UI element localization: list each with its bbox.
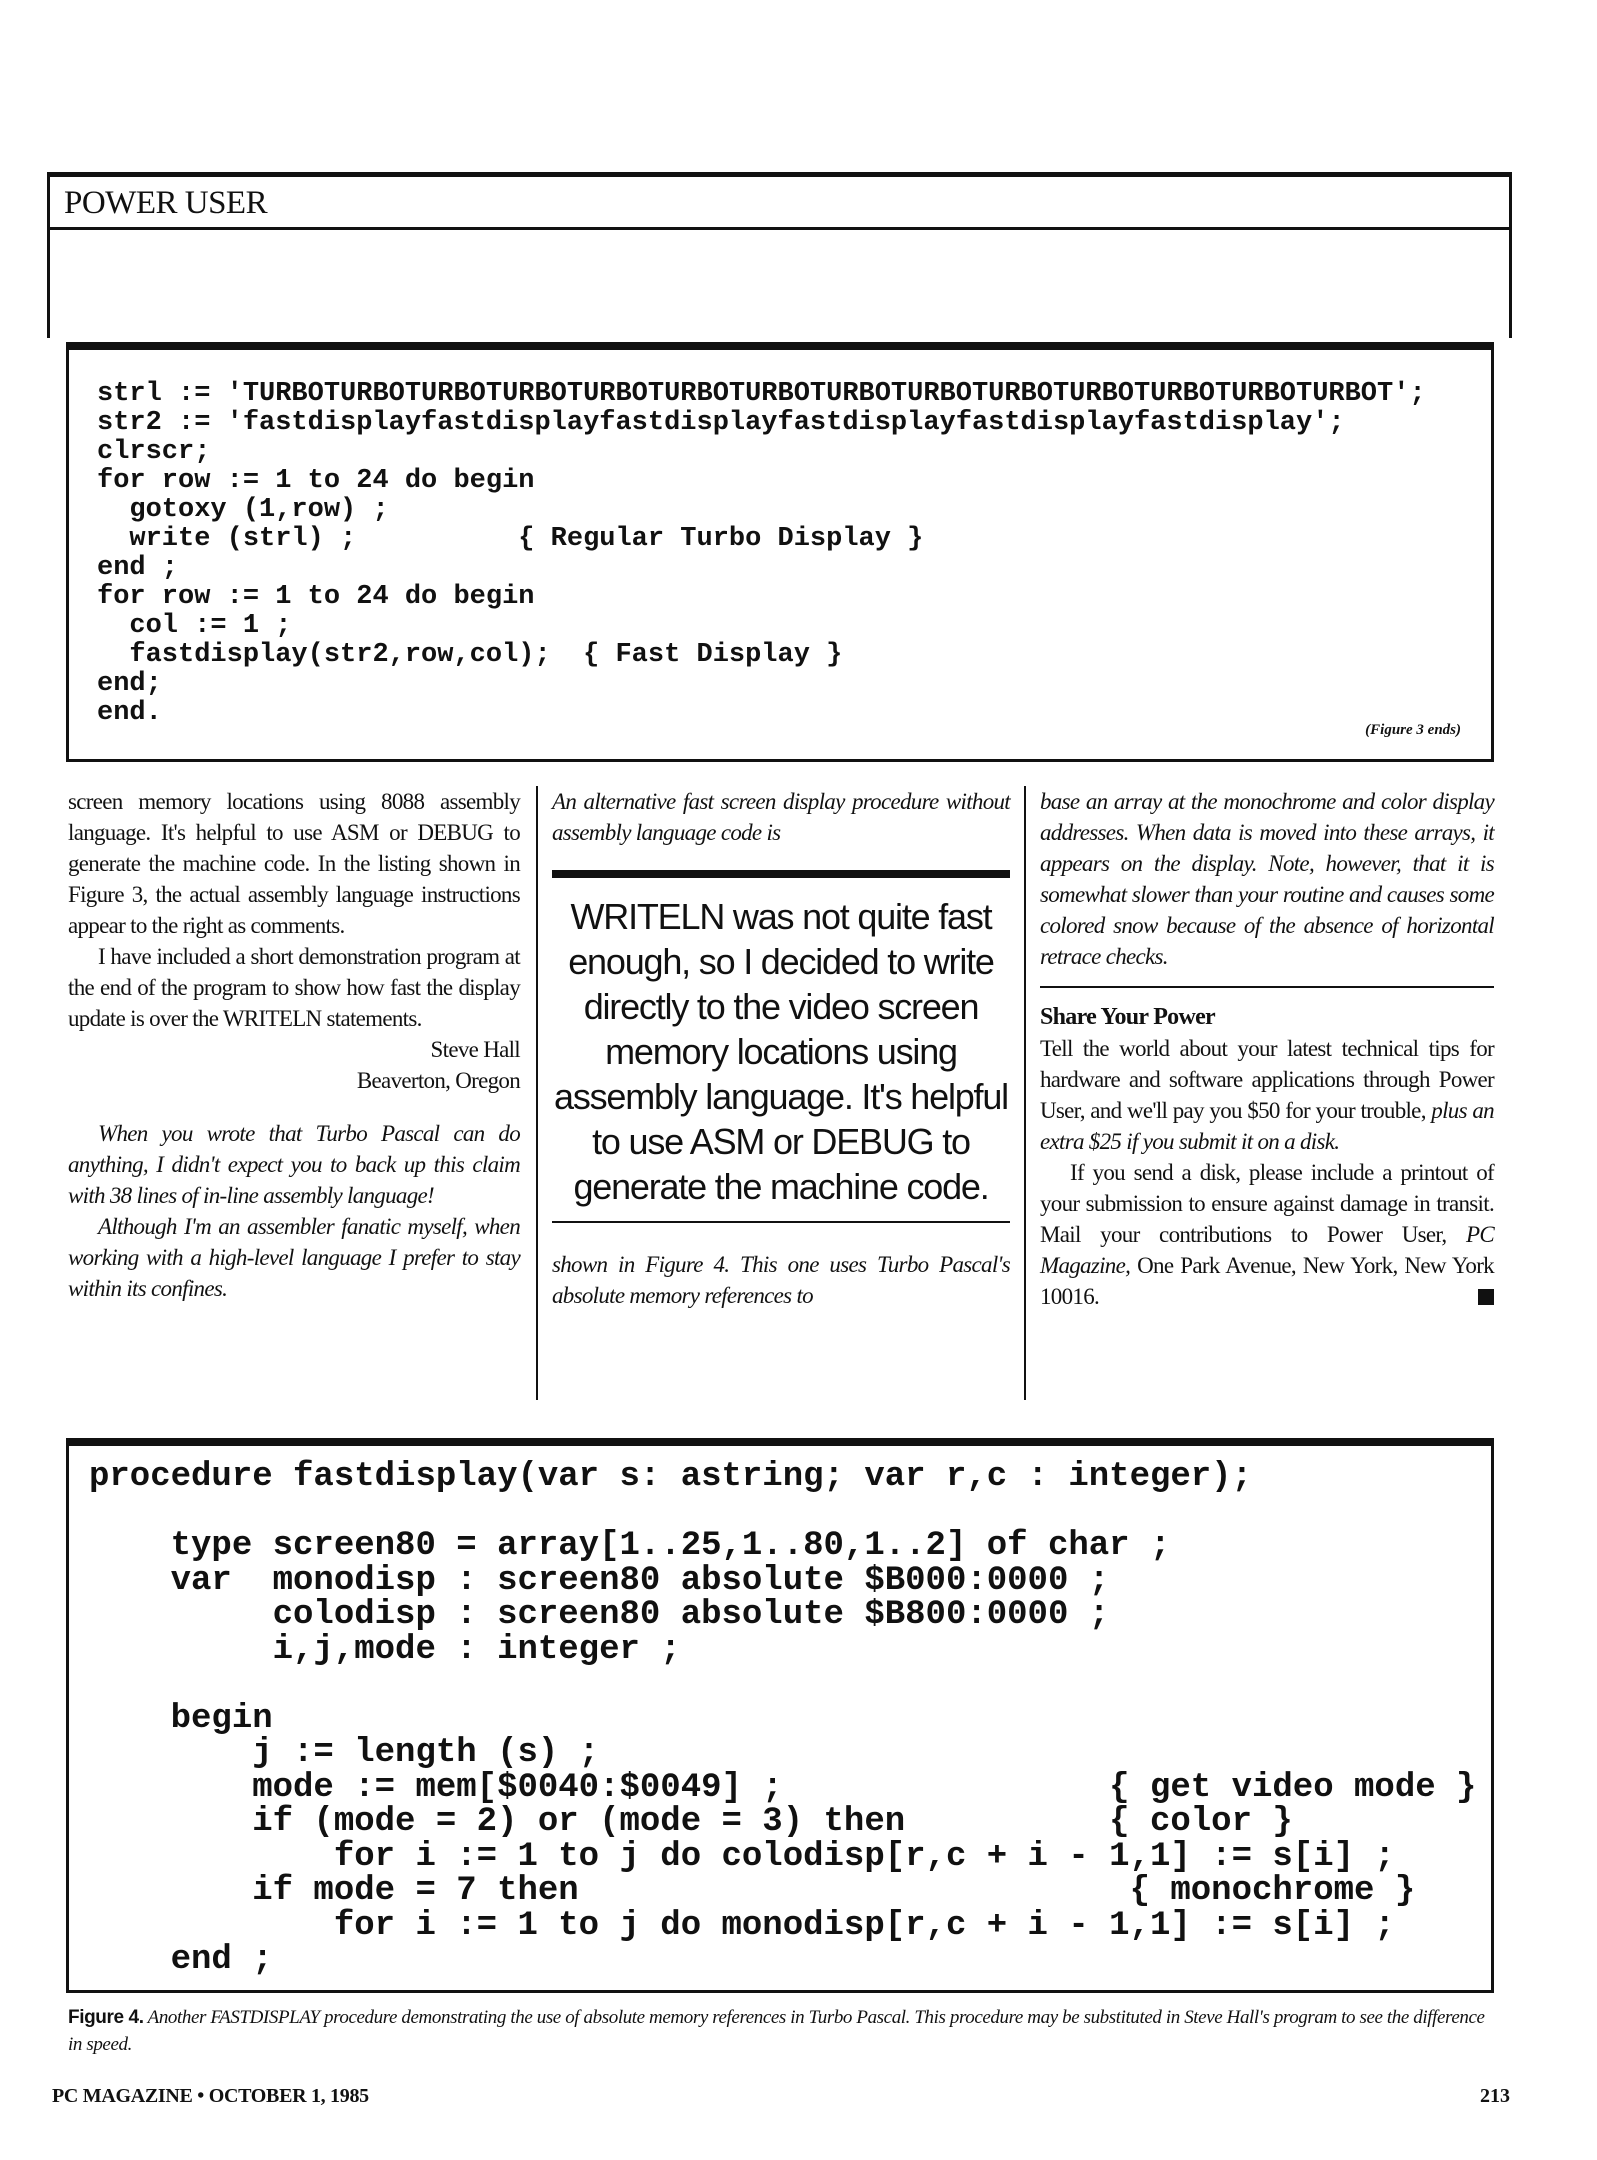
caption-text: Another FASTDISPLAY procedure demonstrating the use of absolute memory references in Turbo Pascal. This procedure may be substituted in Steve Hall's program to see the difference in speed. bbox=[68, 2007, 1485, 2055]
signature-name: Steve Hall bbox=[430, 1037, 520, 1062]
paragraph: Although I'm an assembler fanatic myself, when working with a high-level language I prefer to stay within its confines. bbox=[68, 1214, 520, 1301]
paragraph bbox=[1040, 1157, 1494, 1312]
pull-quote-rule bbox=[552, 1221, 1010, 1223]
paragraph-emphasis: PC Magazine, bbox=[1040, 1222, 1494, 1278]
section-rule bbox=[1040, 986, 1494, 988]
figure-3-code: strl := 'TURBOTURBOTURBOTURBOTURBOTURBOTURBOTURBOTURBOTURBOTURBOTURBOTURBOTURBOT'; str2 := 'fastdisplayfastdisplayfastdisplayfastdisplayfastdisplayfastdisplay'; clrscr; for row := 1 to 24 do begin gotoxy (1,row) ; write (strl) ; { Regular Turbo Display } end ; for row := 1 to 24 do begin col := 1 ; fastdisplay(str2,row,col); { Fast Display } end; end. bbox=[97, 379, 1426, 728]
paragraph: When you wrote that Turbo Pascal can do anything, I didn't expect you to back up this claim with 38 lines of in-line assembly language! bbox=[68, 1121, 520, 1208]
paragraph-text: Tell the world about your latest technical tips for hardware and software applications through Power User, and we'll pay you $50 for your trouble, bbox=[1040, 1036, 1494, 1123]
paragraph: base an array at the monochrome and color display addresses. When data is moved into these arrays, it appears on the display. Note, however, that it is somewhat slower than your routine and causes some colored snow because of the absence of horizontal retrace checks. bbox=[1040, 789, 1494, 969]
footer-publication: PC MAGAZINE • OCTOBER 1, 1985 bbox=[52, 2085, 369, 2107]
section-title: POWER USER bbox=[64, 185, 268, 221]
figure-4-caption bbox=[68, 2004, 1488, 2058]
paragraph-emphasis: plus an extra $25 if you submit it on a disk. bbox=[1040, 1098, 1494, 1154]
paragraph: shown in Figure 4. This one uses Turbo Pascal's absolute memory references to bbox=[552, 1252, 1010, 1308]
pull-quote: WRITELN was not quite fast enough, so I decided to write directly to the video screen memory locations using assembly language. It's helpful to use ASM or DEBUG to generate the machine code. bbox=[554, 896, 1008, 1207]
pull-quote-rule bbox=[552, 870, 1010, 878]
page-frame bbox=[47, 228, 1512, 338]
page-number: 213 bbox=[1480, 2085, 1510, 2107]
article-column-3 bbox=[1040, 786, 1494, 1312]
paragraph-text: One Park Avenue, New York, New York 10016. bbox=[1040, 1253, 1494, 1309]
caption-label: Figure 4. bbox=[68, 2007, 144, 2028]
paragraph: An alternative fast screen display procedure without assembly language code is bbox=[552, 789, 1010, 845]
paragraph: I have included a short demonstration program at the end of the program to show how fast the display update is over the WRITELN statements. bbox=[68, 944, 520, 1031]
figure-3-code-box bbox=[66, 342, 1494, 762]
paragraph bbox=[1040, 1033, 1494, 1157]
figure-4-code-box bbox=[66, 1438, 1494, 1993]
article-column-1 bbox=[68, 786, 520, 1304]
article-column-2 bbox=[552, 786, 1010, 1311]
paragraph-text: If you send a disk, please include a printout of your submission to ensure against damage in transit. Mail your contributions to Power User, bbox=[1040, 1160, 1494, 1247]
paragraph: screen memory locations using 8088 assembly language. It's helpful to use ASM or DEBUG to generate the machine code. In the listing shown in Figure 3, the actual assembly language instructions appear to the right as comments. bbox=[68, 789, 520, 938]
end-mark-icon bbox=[1478, 1289, 1494, 1305]
column-divider bbox=[1024, 786, 1026, 1400]
subhead: Share Your Power bbox=[1040, 1004, 1216, 1030]
figure-3-end-note: (Figure 3 ends) bbox=[1365, 722, 1461, 738]
signature-place: Beaverton, Oregon bbox=[356, 1068, 520, 1093]
figure-4-code: procedure fastdisplay(var s: astring; var r,c : integer); type screen80 = array[1..25,1..80,1..2] of char ; var monodisp : screen80 absolute $B000:0000 ; colodisp : screen80 absolute $B800:0000 ; i,j,mode : integer ; begin j := length (s) ; mode := mem[$0040:$0049] ; { get video mode } if (mode = 2) or (mode = 3) then { color } for i := 1 to j do colodisp[r,c + i - 1,1] := s[i] ; if mode = 7 then { monochrome } for i := 1 to j do monodisp[r,c + i - 1,1] := s[i] ; end ; bbox=[89, 1458, 1477, 1979]
column-divider bbox=[536, 786, 538, 1400]
